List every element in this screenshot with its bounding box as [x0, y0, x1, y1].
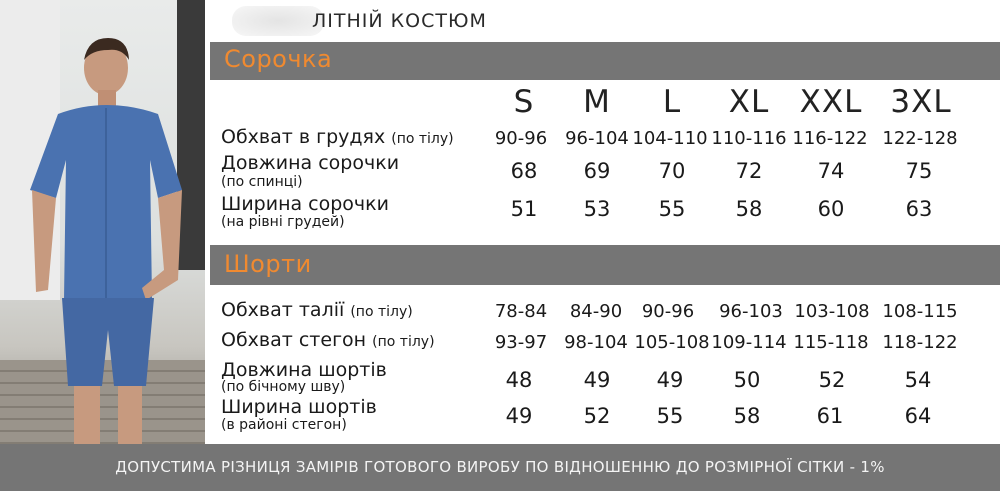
shorts-waist-l: 90-96 [641, 301, 695, 322]
shorts-width-xxl: 61 [816, 404, 844, 428]
shirt-width-l: 55 [658, 197, 686, 221]
row-label-note: (по тілу) [372, 334, 435, 350]
shorts-row-width-label: Ширина шортів [221, 396, 377, 418]
shorts-hips-3xl: 118-122 [882, 332, 958, 353]
size-header-3xl: 3XL [890, 84, 952, 120]
shirt-length-l: 70 [658, 159, 686, 183]
shorts-waist-xxl: 103-108 [794, 301, 870, 322]
row-label-note: (по тілу) [350, 304, 413, 320]
row-label-text: Обхват в грудях [221, 126, 386, 148]
page-title: ЛІТНІЙ КОСТЮМ [312, 10, 487, 32]
blurred-brand-logo [232, 6, 324, 36]
product-photo [0, 0, 205, 444]
shorts-width-xl: 58 [733, 404, 761, 428]
shirt-width-xxl: 60 [817, 197, 845, 221]
shorts-width-m: 52 [583, 404, 611, 428]
size-header-xxl: XXL [799, 84, 863, 120]
section-bar-shorts [210, 245, 1000, 285]
shirt-length-m: 69 [583, 159, 611, 183]
shorts-length-xxl: 52 [818, 368, 846, 392]
shirt-row-length-sub: (по спинці) [221, 174, 303, 190]
shorts-row-waist-label [221, 299, 413, 321]
size-header-l: L [662, 84, 682, 120]
footer-note: ДОПУСТИМА РІЗНИЦЯ ЗАМІРІВ ГОТОВОГО ВИРОБУ ПО ВІДНОШЕННЮ ДО РОЗМІРНОЇ СІТКИ - 1% [115, 458, 885, 476]
shirt-chest-m: 96-104 [565, 128, 629, 149]
shorts-length-s: 48 [505, 368, 533, 392]
shirt-width-s: 51 [510, 197, 538, 221]
shorts-row-length-sub: (по бічному шву) [221, 379, 346, 395]
shirt-row-width-label: Ширина сорочки [221, 193, 389, 215]
shorts-length-xl: 50 [733, 368, 761, 392]
shorts-length-l: 49 [656, 368, 684, 392]
section-bar-shirt [210, 42, 1000, 80]
shorts-waist-s: 78-84 [494, 301, 548, 322]
shorts-width-3xl: 64 [904, 404, 932, 428]
shirt-length-s: 68 [510, 159, 538, 183]
shirt-width-3xl: 63 [905, 197, 933, 221]
footer-note-bar [0, 444, 1000, 491]
header [210, 0, 1000, 42]
size-header-m: M [583, 84, 611, 120]
shirt-chest-l: 104-110 [632, 128, 708, 149]
shirt-row-length-label: Довжина сорочки [221, 152, 400, 174]
shirt-length-xl: 72 [735, 159, 763, 183]
shirt-width-xl: 58 [735, 197, 763, 221]
shirt-row-width-sub: (на рівні грудей) [221, 214, 345, 230]
size-header-s: S [513, 84, 535, 120]
shorts-length-3xl: 54 [904, 368, 932, 392]
shorts-width-s: 49 [505, 404, 533, 428]
shirt-row-chest-label [221, 126, 454, 148]
section-label-shorts: Шорти [224, 250, 312, 278]
row-label-text: Обхват талії [221, 299, 345, 321]
shorts-hips-m: 98-104 [564, 332, 628, 353]
shorts-row-length-label: Довжина шортів [221, 359, 387, 381]
row-label-note: (по тілу) [391, 131, 454, 147]
shorts-hips-l: 105-108 [634, 332, 710, 353]
shirt-chest-xl: 110-116 [711, 128, 787, 149]
section-label-shirt: Сорочка [224, 45, 333, 73]
shorts-length-m: 49 [583, 368, 611, 392]
shorts-waist-m: 84-90 [569, 301, 623, 322]
shirt-chest-3xl: 122-128 [882, 128, 958, 149]
shirt-chest-s: 90-96 [494, 128, 548, 149]
shirt-length-3xl: 75 [905, 159, 933, 183]
shorts-waist-xl: 96-103 [719, 301, 783, 322]
size-header-xl: XL [728, 84, 770, 120]
shirt-length-xxl: 74 [817, 159, 845, 183]
row-label-text: Обхват стегон [221, 329, 367, 351]
shorts-width-l: 55 [656, 404, 684, 428]
shirt-width-m: 53 [583, 197, 611, 221]
shorts-row-width-sub: (в районі стегон) [221, 417, 347, 433]
shorts-hips-xxl: 115-118 [793, 332, 869, 353]
shirt-chest-xxl: 116-122 [792, 128, 868, 149]
shorts-hips-s: 93-97 [494, 332, 548, 353]
shorts-hips-xl: 109-114 [711, 332, 787, 353]
shorts-row-hips-label [221, 329, 435, 351]
model-figure [18, 30, 188, 444]
shorts-waist-3xl: 108-115 [882, 301, 958, 322]
